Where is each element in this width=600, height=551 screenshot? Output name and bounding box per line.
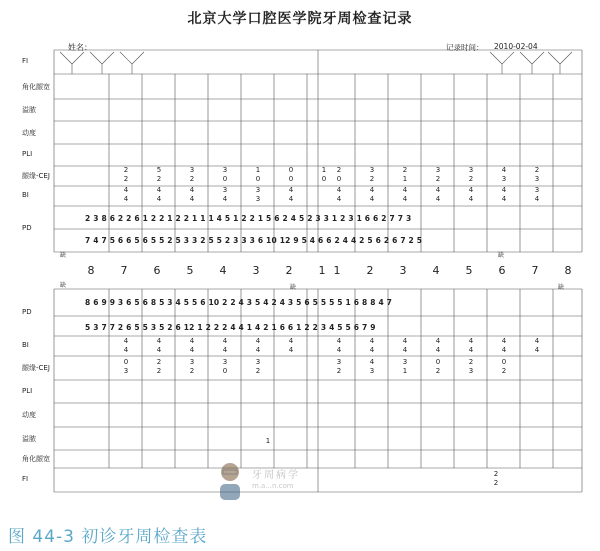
upper-cej-9: 3 2 xyxy=(369,166,375,183)
tooth-number-11: 4 xyxy=(432,264,440,277)
tooth-number-7: 1 xyxy=(318,264,326,277)
lower-pd-lingual: 8 6 9 9 3 6 5 6 8 5 3 4 5 5 6 10 2 2 4 3 5 4 2 4 3 5 6 5 5 5 5 1 6 8 8 4 7 xyxy=(85,298,393,307)
lower-cej-10: 3 1 xyxy=(402,358,408,375)
missing-mark-4: 缺 xyxy=(558,284,565,291)
lower-bi-1: 4 4 xyxy=(123,337,129,354)
tooth-number-5: 3 xyxy=(252,264,260,277)
patient-name-label: 姓名： xyxy=(68,43,92,52)
upper-bi-2: 4 4 xyxy=(156,186,162,203)
tooth-number-6: 2 xyxy=(285,264,293,277)
lower-bi-2: 4 4 xyxy=(156,337,162,354)
upper-row-label-6: BI xyxy=(22,191,29,199)
lower-row-label-7: FI xyxy=(22,475,29,483)
upper-bi-6: 4 4 xyxy=(288,186,294,203)
lower-cej-2: 2 2 xyxy=(156,358,162,375)
upper-bi-11: 4 4 xyxy=(435,186,441,203)
tooth-number-15: 8 xyxy=(564,264,572,277)
keratinized-value: 1 xyxy=(265,437,271,445)
upper-cej-6: 0 0 xyxy=(288,166,294,183)
fi-value: 2 2 xyxy=(493,470,499,487)
record-date-value: 2010-02-04 xyxy=(494,42,538,51)
lower-bi-9: 4 4 xyxy=(369,337,375,354)
lower-cej-12: 2 3 xyxy=(468,358,474,375)
lower-pd-buccal: 5 3 7 7 2 6 5 5 3 5 2 6 12 1 2 2 2 4 4 1 4 2 1 6 6 1 2 2 3 4 5 5 6 7 9 xyxy=(85,323,376,332)
upper-cej-13: 4 3 xyxy=(501,166,507,183)
upper-bi-3: 4 4 xyxy=(189,186,195,203)
lower-cej-8: 3 2 xyxy=(336,358,342,375)
tooth-number-2: 6 xyxy=(153,264,161,277)
upper-row-label-7: PD xyxy=(22,224,32,232)
lower-bi-5: 4 4 xyxy=(255,337,261,354)
upper-cej-7: 1 0 xyxy=(321,166,327,183)
tooth-number-12: 5 xyxy=(465,264,473,277)
upper-pd-lingual: 7 4 7 5 6 6 5 6 5 5 2 5 3 3 2 5 5 2 3 3 3 6 10 12 9 5 4 6 6 2 4 4 2 5 6 2 6 7 2 5 xyxy=(85,236,423,245)
lower-row-label-0: PD xyxy=(22,307,32,316)
lower-bi-3: 4 4 xyxy=(189,337,195,354)
upper-bi-13: 4 4 xyxy=(501,186,507,203)
missing-mark-3: 缺 xyxy=(60,282,67,289)
record-date-label: 记录时间： xyxy=(446,43,484,52)
missing-mark-1: 缺 xyxy=(290,284,297,291)
upper-cej-4: 3 0 xyxy=(222,166,228,183)
lower-row-label-2: 龈缘-CEJ xyxy=(22,364,50,372)
tooth-number-14: 7 xyxy=(531,264,539,277)
lower-cej-1: 0 3 xyxy=(123,358,129,375)
upper-bi-5: 3 3 xyxy=(255,186,261,203)
upper-bi-9: 4 4 xyxy=(369,186,375,203)
watermark xyxy=(212,458,372,502)
missing-mark-2: 缺 xyxy=(498,252,505,259)
upper-row-label-0: FI xyxy=(22,57,29,65)
upper-cej-2: 5 2 xyxy=(156,166,162,183)
upper-row-label-4: PLI xyxy=(22,150,33,158)
lower-cej-9: 4 3 xyxy=(369,358,375,375)
upper-cej-8: 2 0 xyxy=(336,166,342,183)
tooth-number-1: 7 xyxy=(120,264,128,277)
tooth-number-0: 8 xyxy=(87,264,95,277)
upper-bi-1: 4 4 xyxy=(123,186,129,203)
upper-bi-8: 4 4 xyxy=(336,186,342,203)
lower-cej-5: 3 2 xyxy=(255,358,261,375)
upper-cej-3: 3 2 xyxy=(189,166,195,183)
missing-mark-0: 缺 xyxy=(60,252,67,259)
tooth-number-10: 3 xyxy=(399,264,407,277)
lower-bi-14: 4 4 xyxy=(534,337,540,354)
lower-bi-8: 4 4 xyxy=(336,337,342,354)
upper-row-label-2: 溢脓 xyxy=(22,106,36,114)
tooth-number-13: 6 xyxy=(498,264,506,277)
watermark-text: 牙周病学 xyxy=(252,470,300,481)
lower-row-label-4: 动度 xyxy=(22,411,36,419)
upper-cej-5: 1 0 xyxy=(255,166,261,183)
lower-bi-11: 4 4 xyxy=(435,337,441,354)
upper-cej-1: 2 2 xyxy=(123,166,129,183)
upper-pd-buccal: 2 3 8 6 2 2 6 1 2 2 1 2 2 1 1 1 4 5 1 2 2 1 5 6 2 4 5 2 3 3 1 2 3 1 6 6 2 7 7 3 xyxy=(85,214,412,223)
lower-row-label-1: BI xyxy=(22,341,29,349)
lower-bi-6: 4 4 xyxy=(288,337,294,354)
upper-cej-11: 3 2 xyxy=(435,166,441,183)
figure-caption: 图 44-3 初诊牙周检查表 xyxy=(8,527,208,547)
lower-cej-13: 0 2 xyxy=(501,358,507,375)
upper-bi-14: 3 4 xyxy=(534,186,540,203)
tooth-number-3: 5 xyxy=(186,264,194,277)
lower-cej-3: 3 2 xyxy=(189,358,195,375)
upper-cej-14: 2 3 xyxy=(534,166,540,183)
tooth-number-8: 1 xyxy=(333,264,341,277)
lower-row-label-3: PLI xyxy=(22,386,33,395)
lower-bi-12: 4 4 xyxy=(468,337,474,354)
lower-cej-4: 3 0 xyxy=(222,358,228,375)
page-title: 北京大学口腔医学院牙周检查记录 xyxy=(187,11,413,27)
upper-cej-12: 3 2 xyxy=(468,166,474,183)
lower-bi-13: 4 4 xyxy=(501,337,507,354)
lower-bi-4: 4 4 xyxy=(222,337,228,354)
upper-bi-10: 4 4 xyxy=(402,186,408,203)
upper-bi-12: 4 4 xyxy=(468,186,474,203)
upper-row-label-3: 动度 xyxy=(22,128,36,137)
tooth-number-9: 2 xyxy=(366,264,374,277)
lower-row-label-5: 溢脓 xyxy=(22,434,36,443)
lower-cej-11: 0 2 xyxy=(435,358,441,375)
upper-row-label-1: 角化龈宽 xyxy=(22,82,50,91)
lower-bi-10: 4 4 xyxy=(402,337,408,354)
watermark-subtext: m.a...n.com xyxy=(252,482,294,490)
tooth-number-4: 4 xyxy=(219,264,227,277)
upper-bi-4: 3 4 xyxy=(222,186,228,203)
lower-row-label-6: 角化龈宽 xyxy=(22,455,50,463)
upper-cej-10: 2 1 xyxy=(402,166,408,183)
upper-row-label-5: 龈缘-CEJ xyxy=(22,172,50,180)
avatar-icon xyxy=(212,458,248,502)
